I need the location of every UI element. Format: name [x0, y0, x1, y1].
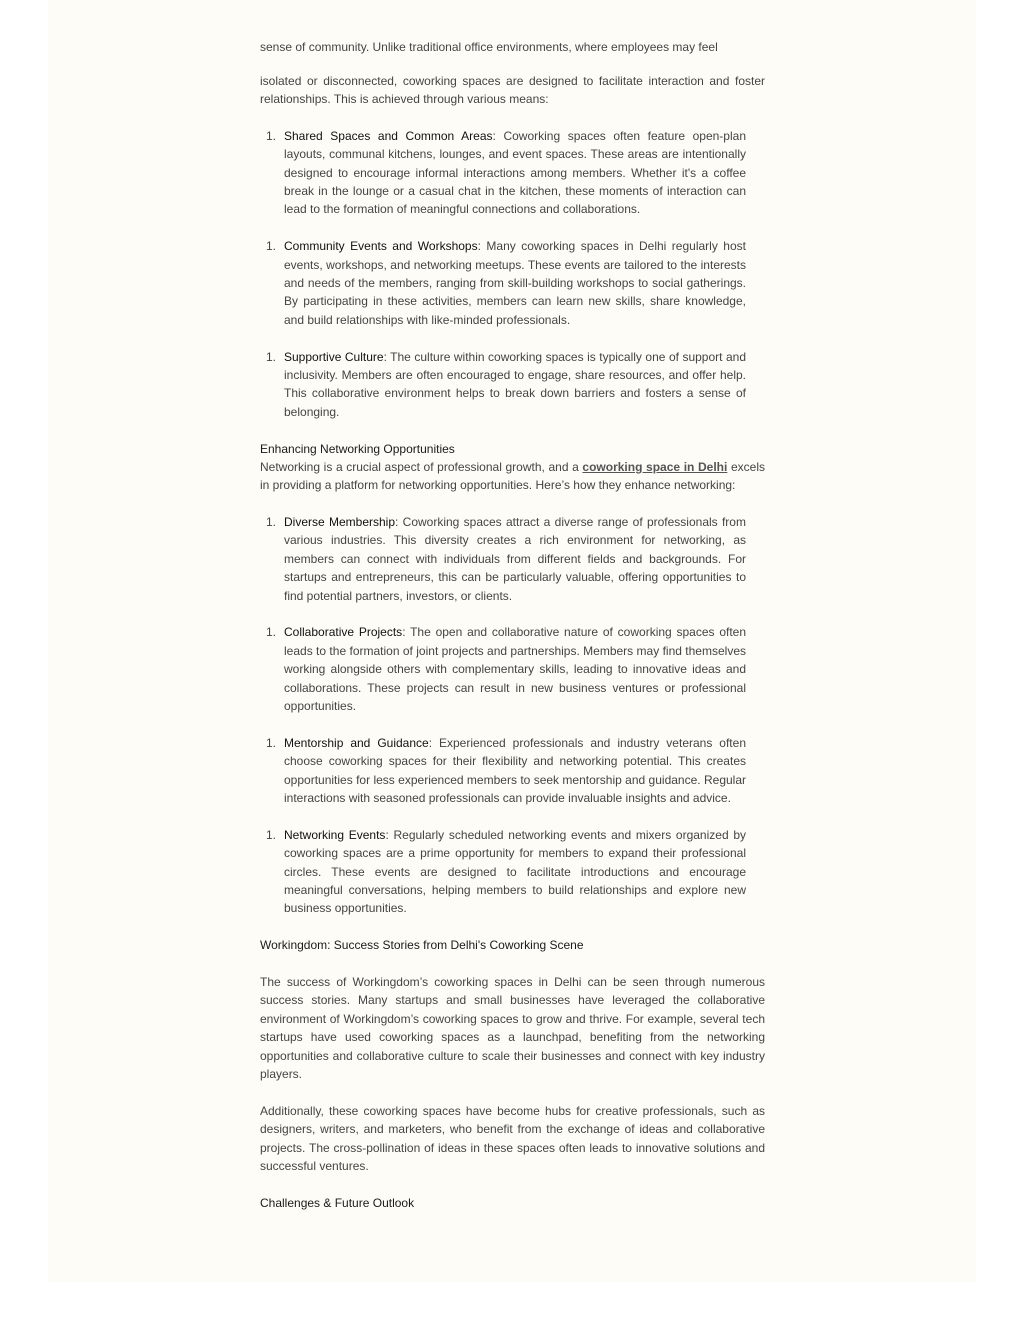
community-intro-paragraph: isolated or disconnected, coworking spaces are designed to facilitate interaction and foster relationships. This is achieved through various means: [260, 74, 765, 107]
list-number: 1. [266, 625, 277, 640]
list-item-term: Mentorship and Guidance [284, 735, 429, 750]
coworking-space-link[interactable]: coworking space in Delhi [582, 460, 728, 475]
networking-intro-paragraph [260, 458, 765, 495]
list-number: 1. [266, 514, 277, 529]
list-item-term: Supportive Culture [284, 349, 384, 364]
list-item-text: : Coworking spaces attract a diverse range of professionals from various industries. This diversity creates a rich environment for networking, as members can connect with individuals from different fields and backgrounds. For startups and entrepreneurs, this can be particularly valuable, offering opportunities to find potential partners, investors, or clients. [284, 514, 746, 603]
challenges-heading: Challenges & Future Outlook [260, 1195, 415, 1210]
paragraph-spacer [260, 1175, 765, 1193]
list-number: 1. [266, 239, 277, 254]
success-paragraph-1: The success of Workingdom’s coworking spaces in Delhi can be seen through numerous success stories. Many startups and small businesses have leveraged the collaborative environment of Workingdom’s coworking spaces to grow and thrive. For example, several tech startups have used coworking spaces as a launchpad, benefiting from the networking opportunities and collaborative culture to scale their businesses and connect with key industry players. [260, 974, 765, 1081]
list-item [260, 513, 765, 605]
list-item [260, 348, 765, 422]
list-item-term: Collaborative Projects [284, 625, 403, 640]
list-item [260, 826, 765, 918]
networking-heading: Enhancing Networking Opportunities [260, 441, 455, 456]
list-item-term: Shared Spaces and Common Areas [284, 128, 493, 143]
list-item-text: : Regularly scheduled networking events and mixers organized by coworking spaces are a prime opportunity for members to expand their professional circles. These events are designed to facilitate introductions and encourage meaningful conversations, helping members to build relationships and explore new business opportunities. [284, 827, 747, 916]
list-item-text: : Experienced professionals and industry veterans often choose coworking spaces for their flexibility and networking potential. This creates opportunities for less experienced members to seek mentorship and guidance. Regular interactions with seasoned professionals can provide invaluable insights and advice. [284, 735, 746, 805]
list-number: 1. [266, 735, 277, 750]
list-number: 1. [266, 128, 277, 143]
community-list [260, 127, 765, 421]
list-item-text: : Many coworking spaces in Delhi regularly host events, workshops, and networking meetups. These events are tailored to the interests and needs of the members, ranging from skill-building workshops to social gatherings. By participating in these activities, members can learn new skills, share knowledge, and build relationships with like-minded professionals. [284, 239, 746, 327]
list-number: 1. [266, 827, 277, 842]
networking-text-after: excels in providing a platform for networking opportunities. Here’s how they enhance networking: [260, 460, 765, 493]
success-heading: Workingdom: Success Stories from Delhi's Coworking Scene [260, 938, 584, 953]
list-number: 1. [266, 349, 277, 364]
article-body [260, 36, 765, 1212]
success-paragraph-2: Additionally, these coworking spaces have become hubs for creative professionals, such as designers, writers, and marketers, who benefit from the exchange of ideas and collaborative projects. The cross-pollination of ideas in these spaces often leads to innovative solutions and successful ventures. [260, 1103, 765, 1174]
list-item [260, 127, 765, 219]
list-item [260, 734, 765, 808]
networking-list [260, 513, 765, 918]
paragraph-spacer [260, 1083, 765, 1101]
list-item [260, 623, 765, 715]
list-item [260, 237, 765, 329]
list-item-term: Community Events and Workshops [284, 239, 478, 254]
list-item-term: Networking Events [284, 827, 386, 842]
partial-top-line: sense of community. Unlike traditional office environments, where employees may feel [260, 40, 718, 54]
list-item-text: : The culture within coworking spaces is typically one of support and inclusivity. Members are often encouraged to engage, share resources, and offer help. This collaborative environment helps to break down barriers and fosters a sense of belonging. [284, 349, 746, 419]
document-page [48, 0, 976, 1282]
networking-text-before: Networking is a crucial aspect of professional growth, and a [260, 460, 583, 475]
list-item-term: Diverse Membership [284, 514, 396, 529]
list-item-text: : The open and collaborative nature of coworking spaces often leads to the formation of joint projects and partnerships. Members may find themselves working alongside others with complementary skills, leading to innovative ideas and collaborations. These projects can result in new business ventures or professional opportunities. [284, 625, 747, 713]
list-item-text: : Coworking spaces often feature open-plan layouts, communal kitchens, lounges, and event spaces. These areas are intentionally designed to encourage informal interactions among members. Whether it's a coffee break in the lounge or a casual chat in the kitchen, these moments of interaction can lead to the formation of meaningful connections and collaborations. [284, 128, 746, 217]
